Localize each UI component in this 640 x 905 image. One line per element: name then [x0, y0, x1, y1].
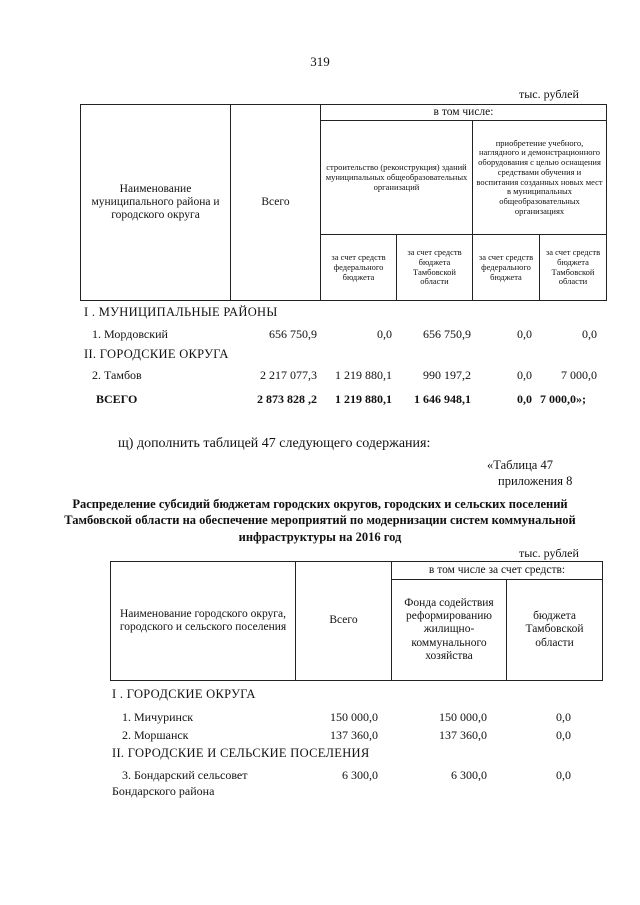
- t2-row-total: 150 000,0: [330, 710, 378, 724]
- table-ref-line1: «Таблица 47: [487, 458, 553, 472]
- t1-total-c2: 1 646 948,1: [414, 392, 471, 406]
- amendment-sentence: щ) дополнить таблицей 47 следующего содержания:: [118, 436, 431, 451]
- t1-total-c1: 1 219 880,1: [335, 392, 392, 406]
- t1-col-including: в том числе:: [321, 105, 607, 121]
- t2-row-total: 137 360,0: [330, 728, 378, 742]
- t1-row-name: 2. Тамбов: [92, 368, 142, 382]
- t1-col-construction: строительство (реконструкция) зданий муниципальных общеобразовательных организаций: [321, 121, 473, 235]
- t1-row-c2: 990 197,2: [423, 368, 471, 382]
- t2-col-total: Всего: [296, 562, 392, 681]
- table1-unit: тыс. рублей: [519, 87, 579, 101]
- t2-row-fund: 150 000,0: [439, 710, 487, 724]
- t2-col-regional: бюджета Тамбовской области: [507, 580, 603, 681]
- table2-title: Распределение субсидий бюджетам городских округов, городских и сельских поселений Тамбовской области на обеспечение мероприятий по модернизации систем коммунальной инфраструктуры на 2016 год: [64, 497, 576, 544]
- t2-col-fund: Фонда содействия реформированию жилищно-коммунального хозяйства: [392, 580, 507, 681]
- t1-row-total: 656 750,9: [269, 327, 317, 341]
- t1-col-fed1: за счет средств федерального бюджета: [321, 235, 397, 301]
- t2-section-1: I . ГОРОДСКИЕ ОКРУГА: [112, 687, 256, 701]
- t1-row-c1: 0,0: [377, 327, 392, 341]
- t2-row-name: 2. Моршанск: [122, 728, 189, 742]
- t2-row-name: 3. Бондарский сельсовет: [122, 768, 248, 782]
- table2-header: [110, 561, 603, 681]
- t2-row-regional: 0,0: [556, 710, 571, 724]
- t1-row-name: 1. Мордовский: [92, 327, 168, 341]
- t2-row-name-cont: Бондарского района: [112, 784, 215, 798]
- t2-row-fund: 137 360,0: [439, 728, 487, 742]
- t1-section-2: II. ГОРОДСКИЕ ОКРУГА: [84, 347, 229, 361]
- t1-col-reg1: за счет средств бюджета Тамбовской области: [397, 235, 473, 301]
- t1-row-total: 2 217 077,3: [260, 368, 317, 382]
- t1-total-total: 2 873 828 ,2: [257, 392, 317, 406]
- t1-col-fed2: за счет средств федерального бюджета: [473, 235, 540, 301]
- table1-header: [80, 104, 607, 301]
- table-ref-line2: приложения 8: [498, 474, 573, 488]
- t1-col-total: Всего: [231, 105, 321, 301]
- t1-total-name: ВСЕГО: [96, 392, 138, 406]
- t2-row-fund: 6 300,0: [451, 768, 487, 782]
- table2-unit: тыс. рублей: [519, 546, 579, 560]
- t1-row-c4: 7 000,0: [561, 368, 597, 382]
- t1-row-c2: 656 750,9: [423, 327, 471, 341]
- t2-row-regional: 0,0: [556, 768, 571, 782]
- t1-col-reg2: за счет средств бюджета Тамбовской области: [540, 235, 607, 301]
- t1-col-name: Наименование муниципального района и городского округа: [81, 105, 231, 301]
- t1-row-c3: 0,0: [517, 368, 532, 382]
- t1-row-c1: 1 219 880,1: [335, 368, 392, 382]
- t1-total-c4: 7 000,0»;: [540, 392, 586, 406]
- t2-col-name: Наименование городского округа, городского и сельского поселения: [111, 562, 296, 681]
- t2-section-2: II. ГОРОДСКИЕ И СЕЛЬСКИЕ ПОСЕЛЕНИЯ: [112, 746, 370, 760]
- page-number: 319: [310, 54, 330, 69]
- t2-row-name: 1. Мичуринск: [122, 710, 194, 724]
- t1-row-c4: 0,0: [582, 327, 597, 341]
- t1-section-1: I . МУНИЦИПАЛЬНЫЕ РАЙОНЫ: [84, 305, 278, 319]
- t2-col-including: в том числе за счет средств:: [392, 562, 603, 580]
- t1-total-c3: 0,0: [517, 392, 532, 406]
- t2-row-total: 6 300,0: [342, 768, 378, 782]
- t1-col-equipment: приобретение учебного, наглядного и демонстрационного оборудования с целью оснащения средствами обучения и воспитания созданных новых мест в муниципальных общеобразовательных организациях: [473, 121, 607, 235]
- t2-row-regional: 0,0: [556, 728, 571, 742]
- t1-row-c3: 0,0: [517, 327, 532, 341]
